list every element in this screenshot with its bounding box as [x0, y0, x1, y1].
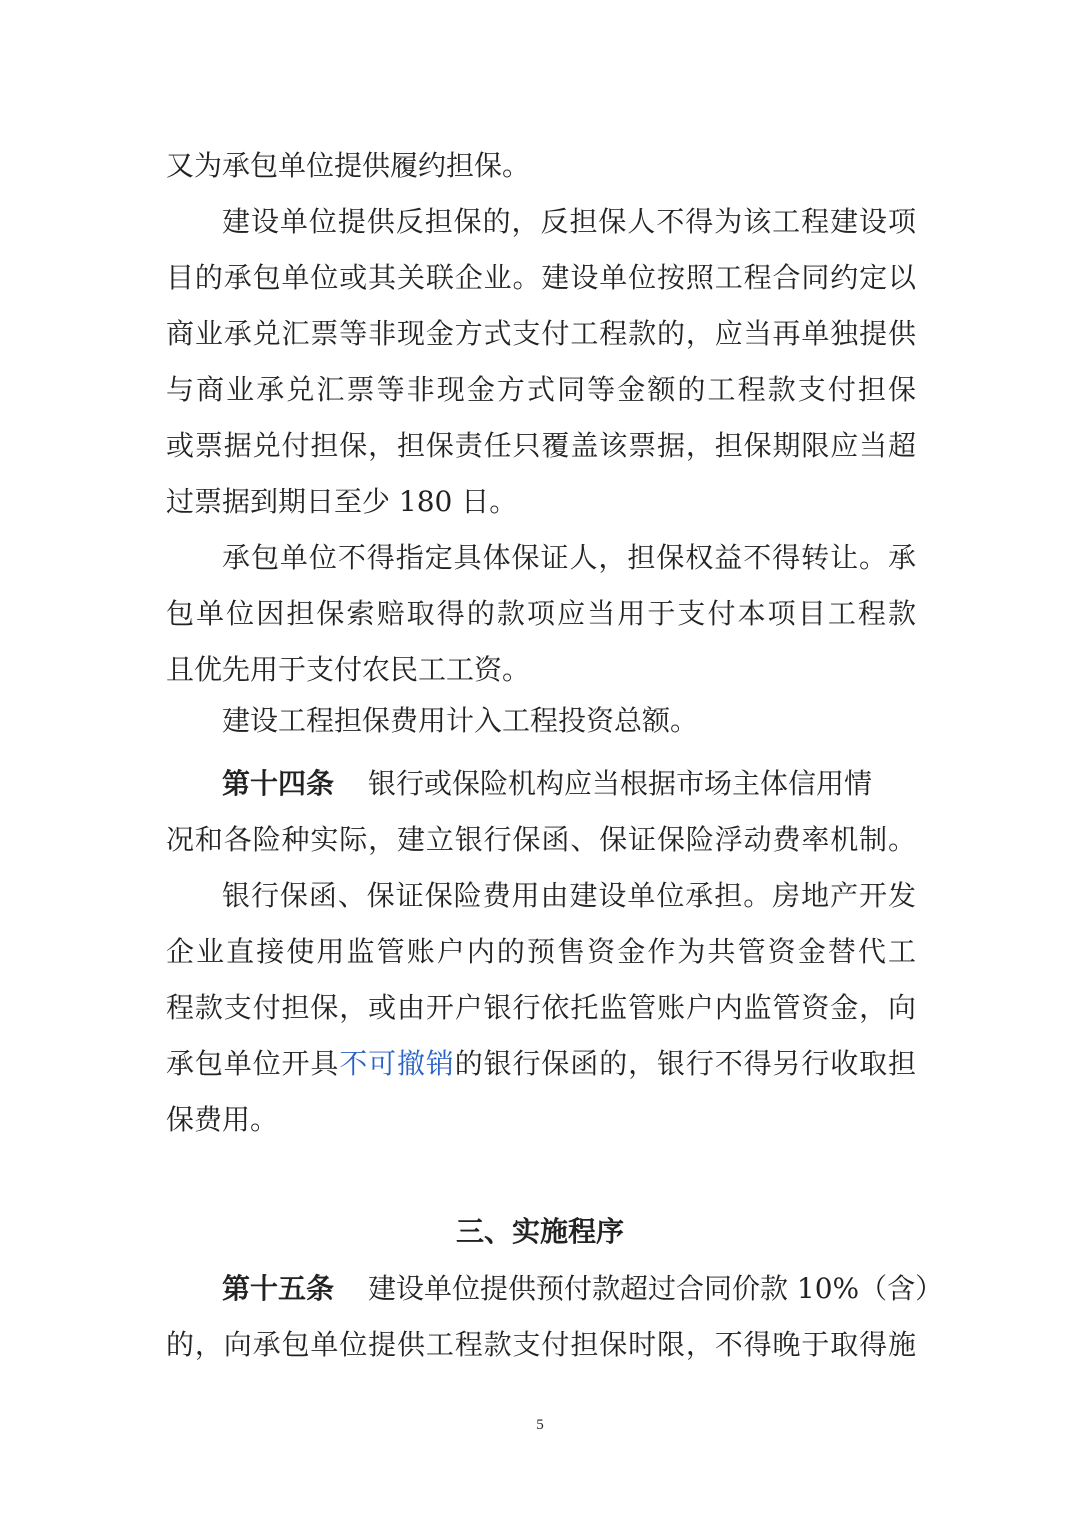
article-15-text: 建设单位提供预付款超过合同价款 10%（含）: [368, 1272, 944, 1305]
article-14-line: [222, 764, 916, 804]
paragraph-line: 企业直接使用监管账户内的预售资金作为共管资金替代工: [166, 935, 916, 968]
page-number: 5: [536, 1417, 544, 1433]
paragraph-line: 过票据到期日至少 180 日。: [166, 485, 518, 518]
paragraph-line: 与商业承兑汇票等非现金方式同等金额的工程款支付担保: [166, 373, 916, 406]
article-15-line: [222, 1269, 944, 1309]
section-heading: 三、实施程序: [455, 1215, 624, 1248]
paragraph-line-with-link: [166, 1044, 916, 1084]
paragraph-line: 保费用。: [166, 1103, 279, 1136]
paragraph-line: 银行保函、保证保险费用由建设单位承担。房地产开发: [222, 879, 916, 912]
paragraph-line: 建设单位提供反担保的，反担保人不得为该工程建设项: [222, 205, 916, 238]
paragraph-line: 包单位因担保索赔取得的款项应当用于支付本项目工程款: [166, 597, 916, 630]
paragraph-line: 建设工程担保费用计入工程投资总额。: [222, 704, 699, 737]
paragraph-line: 又为承包单位提供履约担保。: [166, 149, 531, 182]
paragraph-line: 商业承兑汇票等非现金方式支付工程款的，应当再单独提供: [166, 317, 916, 350]
text-after-link: 的银行保函的，银行不得另行收取担: [454, 1047, 916, 1080]
paragraph-line: 的，向承包单位提供工程款支付担保时限，不得晚于取得施: [166, 1328, 916, 1361]
paragraph-line: 程款支付担保，或由开户银行依托监管账户内监管资金，向: [166, 991, 916, 1024]
irrevocable-link[interactable]: 不可撤销: [339, 1047, 455, 1080]
paragraph-line: 且优先用于支付农民工工资。: [166, 653, 531, 686]
text-before-link: 承包单位开具: [166, 1047, 340, 1080]
paragraph-line: 承包单位不得指定具体保证人，担保权益不得转让。承: [222, 541, 916, 574]
paragraph-line: 目的承包单位或其关联企业。建设单位按照工程合同约定以: [166, 261, 916, 294]
article-14-label: 第十四条: [222, 767, 335, 800]
article-14-text: 银行或保险机构应当根据市场主体信用情: [368, 767, 873, 800]
article-15-label: 第十五条: [222, 1272, 335, 1305]
paragraph-line: 或票据兑付担保，担保责任只覆盖该票据，担保期限应当超: [166, 429, 916, 462]
paragraph-line: 况和各险种实际，建立银行保函、保证保险浮动费率机制。: [166, 823, 916, 856]
